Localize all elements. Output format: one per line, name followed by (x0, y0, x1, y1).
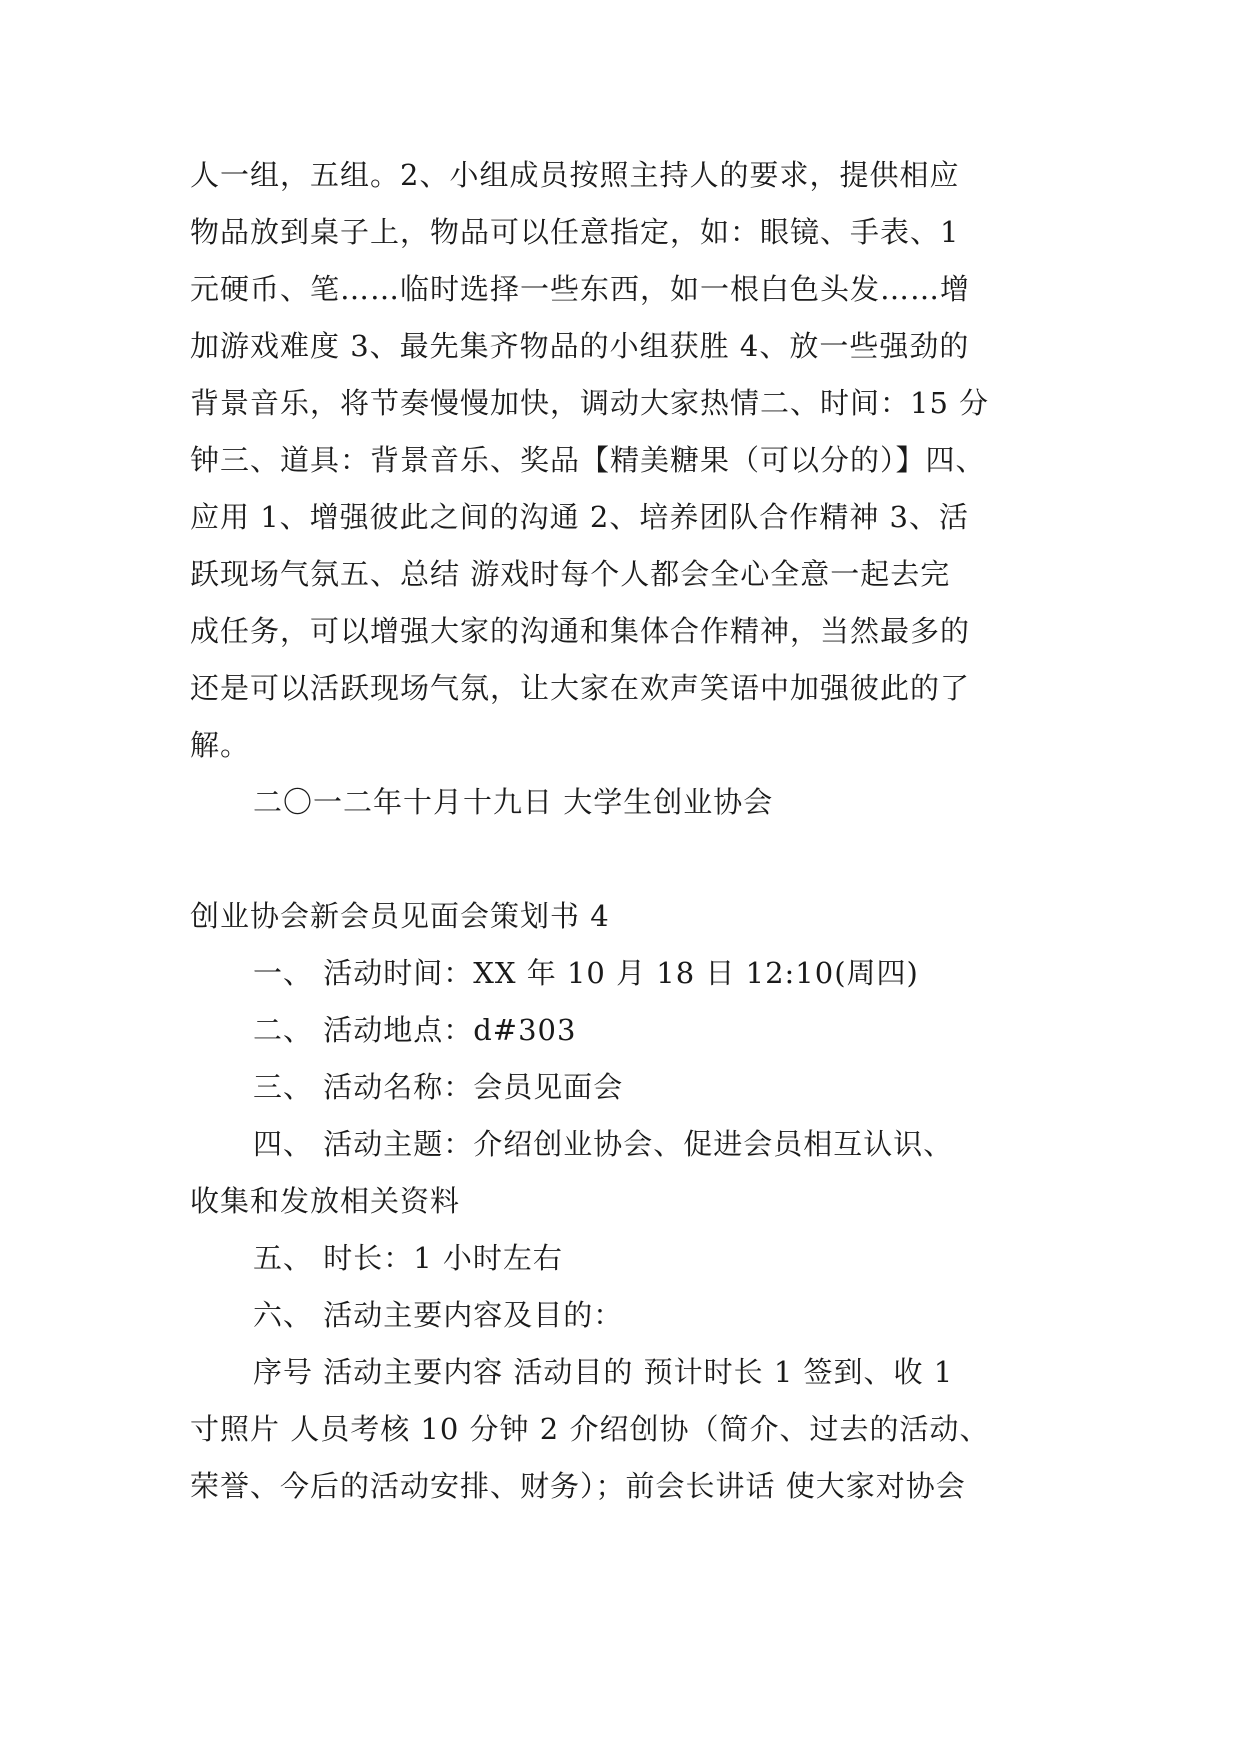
paragraph-line: 加游戏难度 3、最先集齐物品的小组获胜 4、放一些强劲的 (190, 329, 970, 363)
signature-line: 二〇一二年十月十九日 大学生创业协会 (253, 785, 774, 819)
item-content-heading: 六、 活动主要内容及目的： (253, 1298, 624, 1332)
paragraph-line: 还是可以活跃现场气氛，让大家在欢声笑语中加强彼此的了 (190, 671, 971, 705)
item-theme-continuation: 收集和发放相关资料 (190, 1184, 461, 1218)
table-text-line: 荣誉、今后的活动安排、财务）；前会长讲话 使大家对协会 (190, 1469, 966, 1503)
paragraph-line: 应用 1、增强彼此之间的沟通 2、培养团队合作精神 3、活 (190, 500, 970, 534)
paragraph-line: 人一组，五组。2、小组成员按照主持人的要求，提供相应 (190, 158, 960, 192)
paragraph-line: 背景音乐，将节奏慢慢加快，调动大家热情二、时间：15 分 (190, 386, 990, 420)
table-text-line: 序号 活动主要内容 活动目的 预计时长 1 签到、收 1 (253, 1355, 954, 1389)
item-theme: 四、 活动主题：介绍创业协会、促进会员相互认识、 (253, 1127, 954, 1161)
item-name: 三、 活动名称：会员见面会 (253, 1070, 624, 1104)
paragraph-line: 解。 (190, 728, 251, 762)
item-time: 一、 活动时间：XX 年 10 月 18 日 12:10(周四) (253, 956, 919, 990)
section-title: 创业协会新会员见面会策划书 4 (190, 899, 610, 933)
paragraph-line: 钟三、道具：背景音乐、奖品【精美糖果（可以分的）】四、 (190, 443, 986, 477)
item-duration: 五、 时长：1 小时左右 (253, 1241, 563, 1275)
table-text-line: 寸照片 人员考核 10 分钟 2 介绍创协（简介、过去的活动、 (190, 1412, 990, 1446)
paragraph-line: 跃现场气氛五、总结 游戏时每个人都会全心全意一起去完 (190, 557, 951, 591)
paragraph-line: 物品放到桌子上，物品可以任意指定，如：眼镜、手表、1 (190, 215, 960, 249)
paragraph-line: 元硬币、笔……临时选择一些东西，如一根白色头发……增 (190, 272, 971, 306)
item-location: 二、 活动地点：d#303 (253, 1013, 577, 1047)
paragraph-line: 成任务，可以增强大家的沟通和集体合作精神，当然最多的 (190, 614, 971, 648)
